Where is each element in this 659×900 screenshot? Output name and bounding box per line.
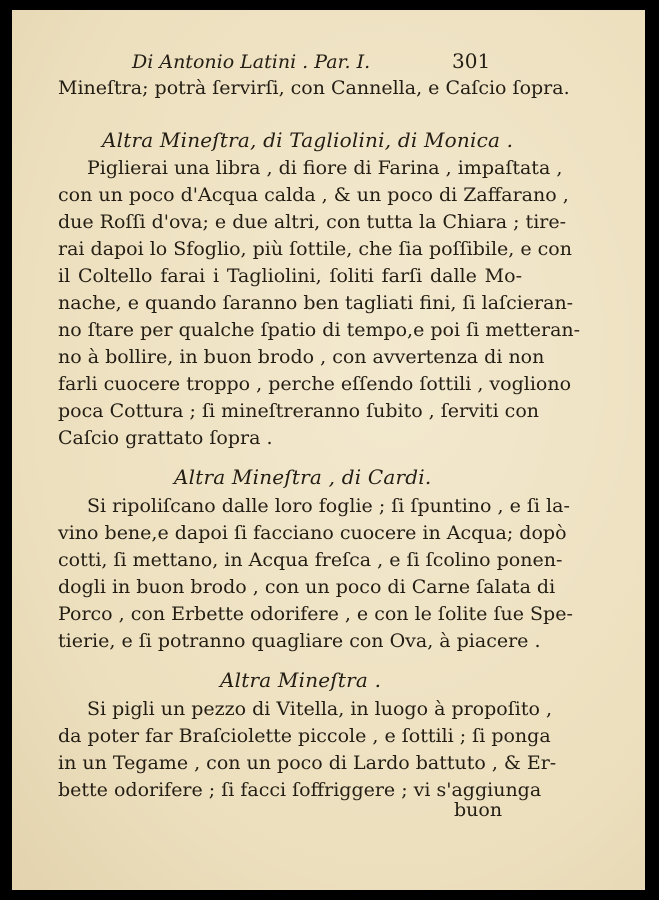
intro-line: Mineſtra; potrà ſervirſi, con Cannella, e Caſcio ſopra.	[58, 77, 570, 99]
section-title: Altra Mineſtra .	[220, 668, 382, 692]
page-number: 301	[452, 49, 491, 73]
section-title: Altra Mineſtra, di Tagliolini, di Monica .	[102, 128, 514, 152]
text-line: cotti, ſi mettano, in Acqua freſca , e ſi ſcolino ponen-	[58, 549, 563, 571]
text-line: due Roſſi d'ova; e due altri, con tutta la Chiara ; tire-	[58, 211, 567, 233]
text-line: bette odorifere ; ſi facci ſoffriggere ; vi s'aggiunga	[58, 779, 542, 801]
text-line: da poter far Braſciolette piccole , e ſottili ; ſi ponga	[58, 725, 551, 747]
text-line: poca Cottura ; ſi mineſtreranno ſubito , ſerviti con	[58, 400, 540, 422]
text-line: Porco , con Erbette odorifere , e con le ſolite ſue Spe-	[58, 603, 573, 625]
text-line: dogli in buon brodo , con un poco di Carne ſalata di	[58, 576, 556, 598]
text-line: Piglierai una libra , di fiore di Farina , impaſtata ,	[87, 157, 563, 179]
text-line: rai dapoi lo Sfoglio, più ſottile, che ſia poſſibile, e con	[58, 238, 572, 260]
text-line: Si ripoliſcano dalle loro foglie ; ſi ſpuntino , e ſi la-	[87, 495, 570, 517]
book-page	[12, 10, 645, 890]
text-line: in un Tegame , con un poco di Lardo battuto , & Er-	[58, 752, 557, 774]
text-line: il Coltello farai i Tagliolini, ſoliti farſi dalle Mo-	[58, 265, 522, 287]
text-line: con un poco d'Acqua calda , & un poco di Zaffarano ,	[58, 184, 569, 206]
text-line: no à bollire, in buon brodo , con avvertenza di non	[58, 346, 545, 368]
text-line: tierie, e ſi potranno quagliare con Ova, à piacere .	[58, 630, 541, 652]
text-line: vino bene,e dapoi ſi facciano cuocere in Acqua; dopò	[58, 522, 567, 544]
text-line: Si pigli un pezzo di Vitella, in luogo à propoſito ,	[87, 698, 552, 720]
text-line: Caſcio grattato ſopra .	[58, 427, 273, 449]
text-line: nache, e quando ſaranno ben tagliati fini, ſi laſcieran-	[58, 292, 574, 314]
running-header: Di Antonio Latini . Par. I.	[132, 51, 371, 73]
section-title: Altra Mineſtra , di Cardi.	[174, 465, 432, 489]
text-line: farli cuocere troppo , perche eſſendo ſottili , vogliono	[58, 373, 572, 395]
text-line: no ſtare per qualche ſpatio di tempo,e poi ſi metteran-	[58, 319, 581, 341]
catchword: buon	[454, 799, 503, 821]
